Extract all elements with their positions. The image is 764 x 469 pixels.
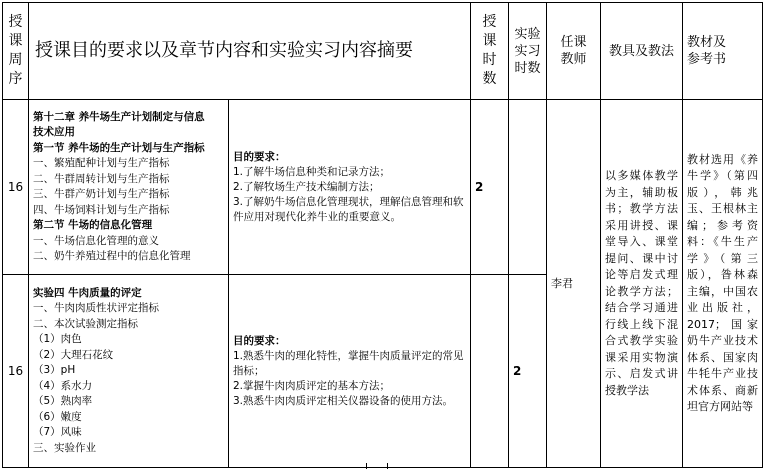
class-hours: 2 [471,100,509,275]
header-lab-hours: 实验 实习 时数 [509,3,547,100]
header-books: 教材及 参考书 [683,3,763,100]
header-teacher: 任课 教师 [547,3,601,100]
lab-hours [509,100,547,275]
class-hours [471,275,509,468]
header-row [3,3,763,100]
header-title: 授课目的要求以及章节内容和实验实习内容摘要 [29,3,471,100]
table-row [3,100,763,275]
textbooks: 教材选用《养牛学》（第四版），韩兆玉、王根林主编；参考资料：《牛生产学》（第三版），昝林森主编，中国农业出版社，2017；国家奶牛产业技术体系、国家肉牛牦牛产业技术体系、商新坦官方网站等 [683,100,763,468]
week-number: 16 [3,275,29,468]
learning-goals: 目的要求： 1.熟悉牛肉的理化特性，掌握牛肉质量评定的常见指标； 2.掌握牛肉肉质评定的基本方法； 3.熟悉牛肉肉质评定相关仪器设备的使用方法。 [229,275,471,468]
syllabus-table [2,2,763,468]
lab-hours: 2 [509,275,547,468]
learning-goals: 目的要求： 1.了解牛场信息种类和记录方法； 2.了解牧场生产技术编制方法； 3.了解奶牛场信息化管理现状，理解信息管理和软件应用对现代化养牛业的重要意义。 [229,100,471,275]
header-week: 授 课 周 序 [3,3,29,100]
chapter-content: 实验四 牛肉质量的评定 一、牛肉肉质性状评定指标 二、本次试验测定指标 （1）肉色 （2）大理石花纹 （3）pH （4）系水力 （5）熟肉率 （6）嫩度 （7）风味 三、实验作业 [29,275,229,468]
teacher-name: 李君 [547,100,601,468]
page-edge-mark [366,463,388,469]
chapter-content: 第十二章 养牛场生产计划制定与信息 技术应用 第一节 养牛场的生产计划与生产指标 一、繁殖配种计划与生产指标 二、牛群周转计划与生产指标 三、牛群产奶计划与生产指标 四、牛场饲料计划与生产指标 第二节 牛场的信息化管理 一、牛场信息化管理的意义 二、奶牛养殖过程中的信息化管理 [29,100,229,275]
header-method: 教具及教法 [601,3,683,100]
teaching-method: 以多媒体教学为主，辅助板书；教学方法采用讲授、课堂导入、课堂提问、课中讨论等启发式理论教学方法；结合学习通进行线上线下混合式教学实验课采用实物演示、启发式讲授教学法 [601,100,683,468]
header-class-hours: 授 课 时 数 [471,3,509,100]
week-number: 16 [3,100,29,275]
